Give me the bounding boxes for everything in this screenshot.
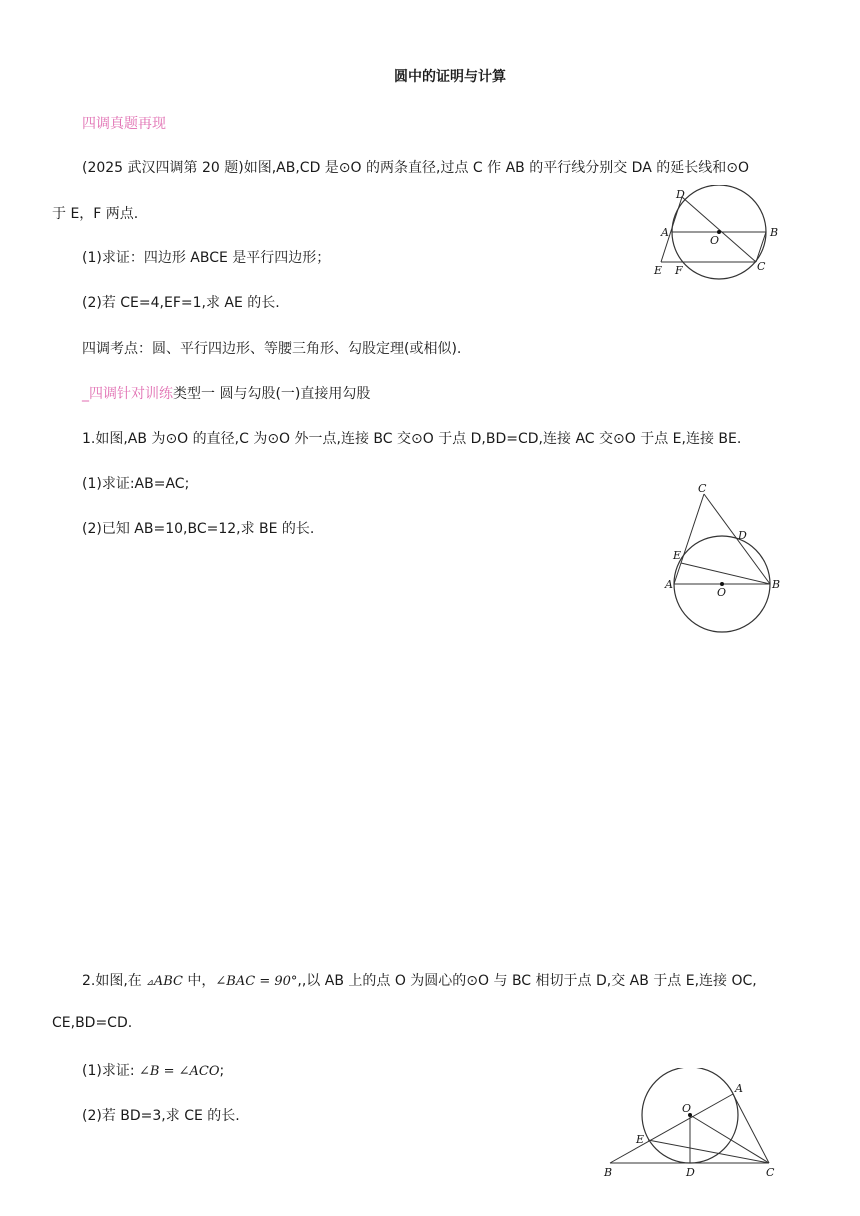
label-o: O: [682, 1102, 692, 1115]
section-heading-training: [82, 383, 370, 403]
line-ac: [733, 1094, 769, 1163]
problem2-question-2: (2)若 BD=3,求 CE 的长.: [82, 1108, 240, 1124]
angle-expression: ∠BAC = 90°: [215, 974, 298, 989]
label-e: E: [654, 264, 663, 277]
triangle-abc: ABC: [153, 974, 183, 989]
problem2-stem-b: 中，: [182, 973, 216, 989]
label-b: B: [772, 578, 781, 591]
angle-equality: ∠B = ∠ACO: [139, 1064, 220, 1079]
problem2-stem-line2: CE,BD=CD.: [52, 1015, 133, 1031]
problem2-stem-a: 2.如图,在: [82, 973, 147, 989]
figure-problem1: [660, 480, 785, 640]
label-d: D: [676, 188, 685, 201]
problem2-stem-c: ,,以 AB 上的点 O 为圆心的⊙O 与 BC 相切于点 D,交 AB 于点 E,连接 OC,: [297, 973, 757, 989]
label-a: A: [665, 578, 673, 591]
label-f: F: [675, 264, 683, 277]
problem2-question-1: [82, 1060, 224, 1080]
problem2-stem: [82, 970, 757, 990]
problem2-q1-prefix: (1)求证:: [82, 1063, 139, 1079]
triangle-symbol: ⊿: [146, 978, 154, 988]
problem1-question-1: (1)求证:AB=AC;: [82, 476, 190, 492]
type-title: 类型一 圆与勾股(一)直接用勾股: [173, 386, 371, 402]
label-a: A: [735, 1082, 743, 1095]
label-e: E: [636, 1133, 645, 1146]
section-heading-exam: 四调真题再现: [82, 116, 166, 132]
label-o: O: [710, 234, 720, 247]
diameter-dc: [682, 197, 756, 262]
problem1-question-2: (2)已知 AB=10,BC=12,求 BE 的长.: [82, 521, 315, 537]
exam-stem-line2: 于 E，F 两点.: [52, 206, 139, 222]
figure-exam-circle: [650, 185, 790, 280]
exam-stem-line1: (2025 武汉四调第 20 题)如图,AB,CD 是⊙O 的两条直径,过点 C 作 AB 的平行线分别交 DA 的延长线和⊙O: [82, 160, 749, 176]
line-bc: [756, 232, 766, 262]
label-c: C: [698, 482, 707, 495]
label-d: D: [686, 1166, 695, 1179]
label-e: E: [673, 549, 682, 562]
problem1-stem: 1.如图,AB 为⊙O 的直径,C 为⊙O 外一点,连接 BC 交⊙O 于点 D,BD=CD,连接 AC 交⊙O 于点 E,连接 BE.: [82, 431, 742, 447]
line-ac: [674, 494, 704, 584]
label-a: A: [661, 226, 669, 239]
label-b: B: [770, 226, 779, 239]
label-d: D: [738, 529, 747, 542]
exam-topics: 四调考点：圆、平行四边形、等腰三角形、勾股定理(或相似).: [82, 341, 462, 357]
problem2-q1-suffix: ;: [219, 1063, 225, 1079]
label-c: C: [757, 260, 766, 273]
label-c: C: [766, 1166, 775, 1179]
label-b: B: [604, 1166, 613, 1179]
exam-question-1: (1)求证：四边形 ABCE 是平行四边形；: [82, 250, 331, 266]
figure-problem2: [598, 1068, 788, 1180]
exam-question-2: (2)若 CE=4,EF=1,求 AE 的长.: [82, 295, 280, 311]
training-label: _四调针对训练: [82, 386, 173, 402]
label-o: O: [717, 586, 727, 599]
page-title: 圆中的证明与计算: [394, 69, 506, 85]
